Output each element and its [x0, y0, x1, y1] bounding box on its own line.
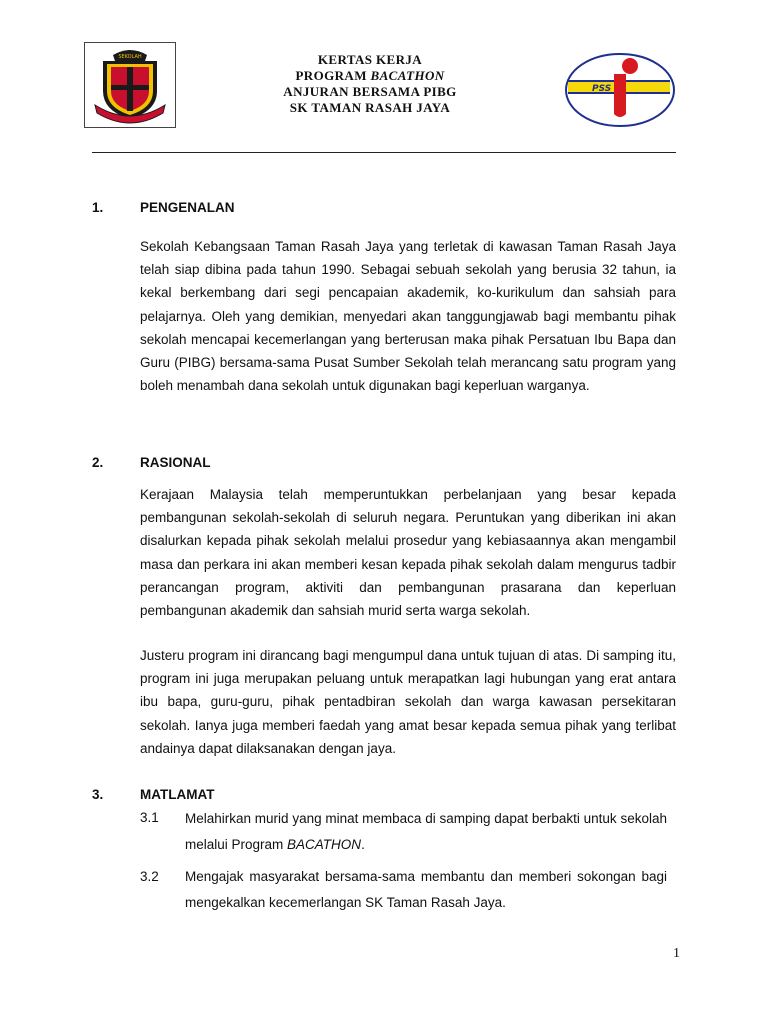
- item-3-2-text: Mengajak masyarakat bersama-sama membantu dan memberi sokongan bagi mengekalkan kecemerlangan SK Taman Rasah Jaya.: [185, 869, 667, 910]
- title-line-2: PROGRAM BACATHON: [295, 68, 445, 83]
- pss-logo: [564, 52, 676, 128]
- title-line-1: KERTAS KERJA: [317, 52, 423, 67]
- pss-logo-icon: [564, 52, 676, 128]
- school-crest-logo: [84, 42, 176, 128]
- section-3-number: 3.: [92, 787, 104, 802]
- item-3-1-number: 3.1: [140, 810, 159, 825]
- document-title: [180, 52, 560, 116]
- header-divider: [92, 152, 676, 153]
- title-line-4: SK TAMAN RASAH JAYA: [289, 100, 451, 115]
- section-2-paragraph-1: Kerajaan Malaysia telah memperuntukkan perbelanjaan yang besar kepada pembangunan sekolah-sekolah di seluruh negara. Peruntukan yang diberikan ini akan disalurkan kepada pihak sekolah melalui prosedur yang kebiasaannya akan mengambil masa dan perkara ini akan memberi kesan kepada pihak sekolah dalam mengurus tadbir perancangan program, aktiviti dan pembangunan prasarana dan keperluan pembangunan akademik dan sahsiah murid serta warga sekolah.: [140, 487, 676, 619]
- svg-text:SEKOLAH: SEKOLAH: [118, 54, 142, 60]
- section-2-title: RASIONAL: [140, 455, 211, 470]
- section-1-title: PENGENALAN: [140, 200, 235, 215]
- section-2-number: 2.: [92, 455, 104, 470]
- svg-text:PSS: PSS: [592, 84, 612, 94]
- section-1-paragraph-1: Sekolah Kebangsaan Taman Rasah Jaya yang terletak di kawasan Taman Rasah Jaya telah siap dibina pada tahun 1990. Sebagai sebuah sekolah yang berusia 32 tahun, ia kekal berkembang dari segi pencapaian akademik, ko-kurikulum dan sahsiah para pelajarnya. Oleh yang demikian, menyedari akan tanggungjawab bagi membantu pihak sekolah mencapai kecemerlangan yang berterusan maka pihak Persatuan Ibu Bapa dan Guru (PIBG) bersama-sama Pusat Sumber Sekolah telah merancang satu program yang boleh menambah dana sekolah untuk digunakan bagi keperluan warganya.: [140, 239, 676, 394]
- item-3-2-number: 3.2: [140, 869, 159, 884]
- item-3-1-text: Melahirkan murid yang minat membaca di samping dapat berbakti untuk sekolah melalui Program BACATHON.: [185, 811, 667, 852]
- section-3-title: MATLAMAT: [140, 787, 215, 802]
- section-1-number: 1.: [92, 200, 104, 215]
- title-line-3: ANJURAN BERSAMA PIBG: [283, 84, 457, 99]
- school-crest-icon: [93, 47, 167, 125]
- page-number: 1: [673, 946, 680, 961]
- section-2-paragraph-2: Justeru program ini dirancang bagi mengumpul dana untuk tujuan di atas. Di samping itu, program ini juga merupakan peluang untuk merapatkan lagi hubungan yang erat antara ibu bapa, guru-guru, pihak pentadbiran sekolah dan warga kawasan persekitaran sekolah. Ianya juga memberi faedah yang amat besar kepada semua pihak yang terlibat andainya dapat dilaksanakan dengan jaya.: [140, 648, 676, 756]
